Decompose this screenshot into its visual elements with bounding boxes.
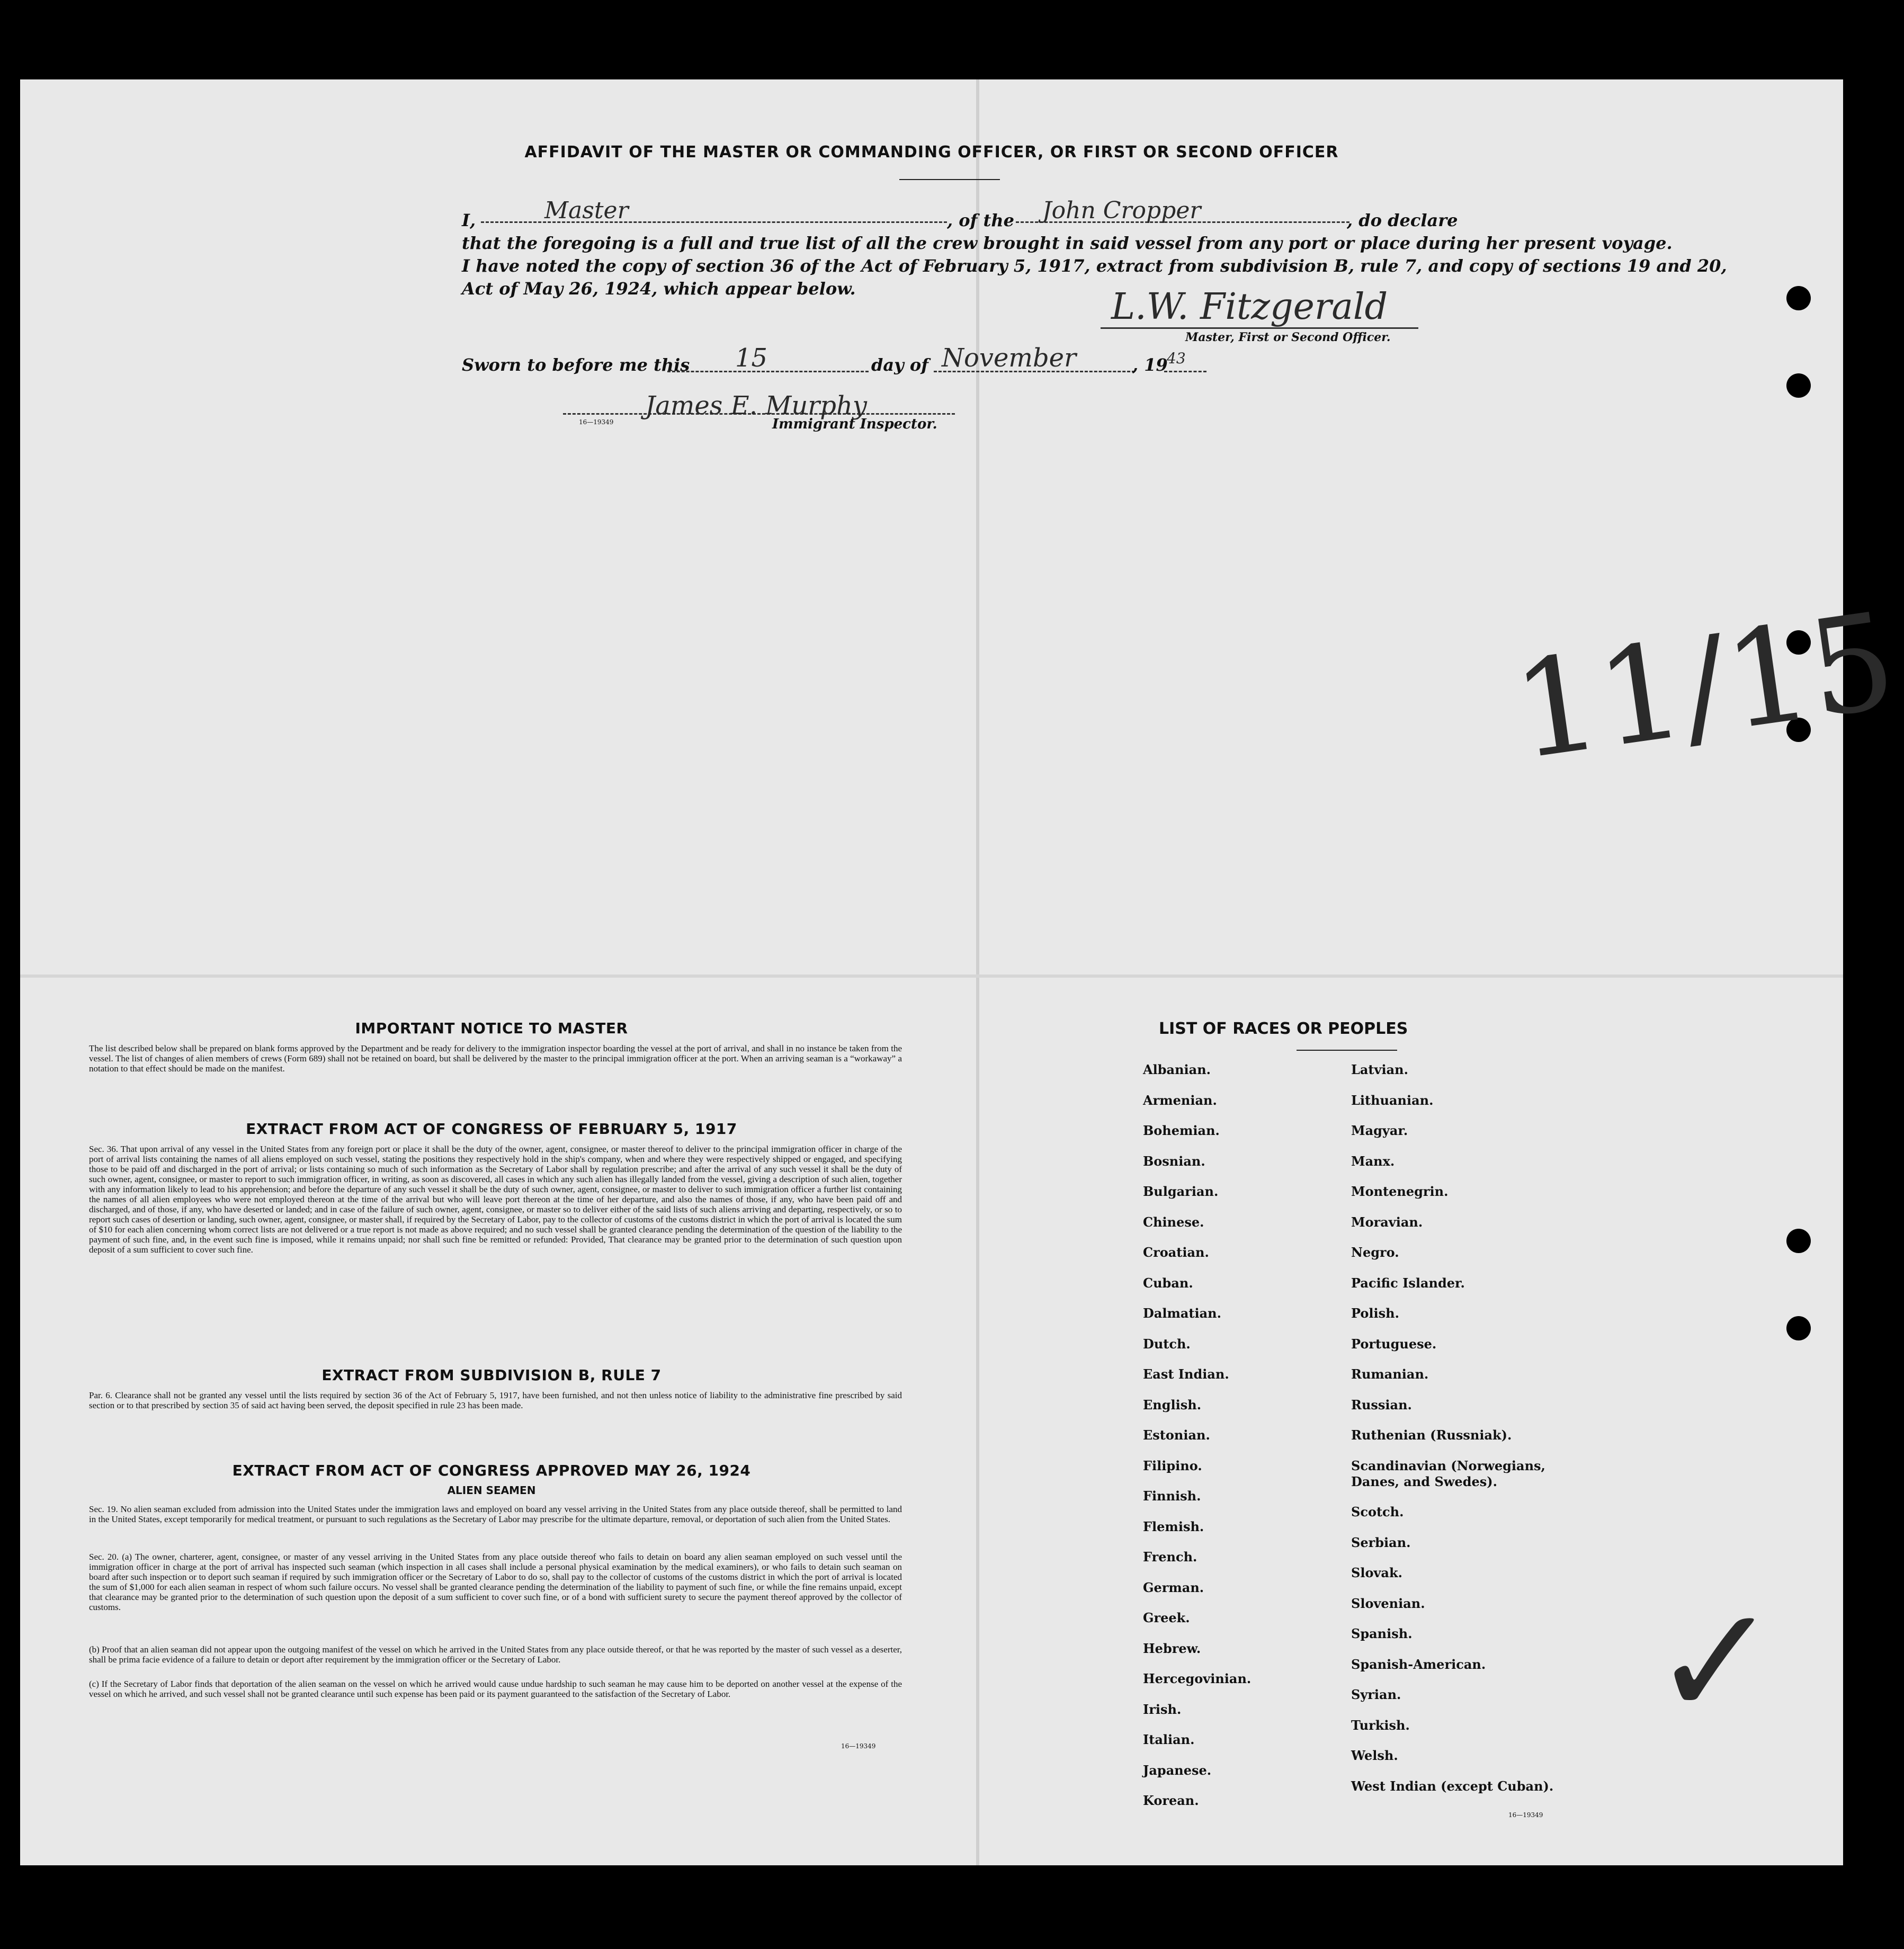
- document-sheet: [20, 79, 1904, 1865]
- race-item: Slovenian.: [1351, 1595, 1425, 1611]
- race-item: Turkish.: [1351, 1717, 1410, 1733]
- year-prefix: , 19: [1132, 355, 1168, 375]
- race-item: Scandinavian (Norwegians,: [1351, 1458, 1545, 1473]
- handwritten-check-mark: ✓: [1651, 1573, 1780, 1751]
- horizontal-fold-crease: [20, 974, 1843, 978]
- day-blank: [667, 371, 869, 372]
- sec-20a-text: Sec. 20. (a) The owner, charterer, agent, consignee, or master of any vessel arriving in the United States from any place outside thereof who fails to detain on board any alien seaman employed on such vessel until the immigration officer in charge at the port of arrival has inspected such seaman (which inspection in all cases shall include a personal physical examination by the medical examiners), or who fails to detain such seaman on board after such inspection or to deport such seaman if required by such immigration officer or the Secretary of Labor to do so, shall pay to the collector of customs of the customs district in which the port of arrival is located the sum of $1,000 for each alien seaman in respect of whom such failure occurs. No vessel shall be granted clearance pending the determination of the liability to payment of such fine, or while the fine remains unpaid, except that clearance may be granted prior to the determination of such question upon the deposit of a sum sufficient to cover such fine, or of a bond with sufficient surety to secure the payment thereof approved by the collector of customs.: [89, 1552, 902, 1612]
- punch-hole: [1786, 1229, 1811, 1253]
- race-item: Serbian.: [1351, 1534, 1411, 1550]
- race-item: Korean.: [1143, 1793, 1199, 1808]
- race-item: Manx.: [1351, 1153, 1395, 1169]
- race-item: Bulgarian.: [1143, 1184, 1219, 1199]
- sec-20c-text: (c) If the Secretary of Labor finds that deportation of the alien seaman on the vessel on which he arrived would cause undue hardship to such seaman he may cause him to be deported on another vessel at the expense of the vessel on which he arrived, and such vessel shall not be granted clearance until such expense has been paid or its payment guaranteed to the satisfaction of the Secretary of Labor.: [89, 1679, 902, 1699]
- race-item: Russian.: [1351, 1397, 1412, 1412]
- race-item: Croatian.: [1143, 1245, 1209, 1260]
- extract-rule-heading: EXTRACT FROM SUBDIVISION B, RULE 7: [321, 1366, 662, 1384]
- affidavit-i: I,: [462, 210, 476, 230]
- handwritten-signature-officer: L.W. Fitzgerald: [1111, 286, 1388, 328]
- affidavit-declare: , do declare: [1347, 210, 1458, 230]
- race-item: Japanese.: [1143, 1762, 1212, 1778]
- handwritten-rank: Master: [544, 197, 629, 224]
- affidavit-line-2: that the foregoing is a full and true list of all the crew brought in said vessel from any port or place during her present voyage.: [462, 233, 1673, 253]
- extract-1917-heading: EXTRACT FROM ACT OF CONGRESS OF FEBRUARY 5, 1917: [246, 1120, 737, 1138]
- affidavit-of-the: , of the: [947, 210, 1014, 230]
- race-item: German.: [1143, 1579, 1204, 1595]
- race-item: Portuguese.: [1351, 1336, 1437, 1352]
- handwritten-year: 43: [1167, 350, 1186, 367]
- notice-heading: IMPORTANT NOTICE TO MASTER: [355, 1020, 628, 1037]
- extract-1924-heading: EXTRACT FROM ACT OF CONGRESS APPROVED MAY 26, 1924: [232, 1462, 751, 1479]
- sec-19-text: Sec. 19. No alien seaman excluded from admission into the United States under the immigration laws and employed on board any vessel arriving in the United States from any place outside thereof, shall be permitted to land in the United States, except temporarily for medical treatment, or pursuant to such regulations as the Secretary of Labor may prescribe for the ultimate departure, removal, or deportation of such alien from the United States.: [89, 1504, 902, 1524]
- extract-1917-text: Sec. 36. That upon arrival of any vessel in the United States from any foreign port or place it shall be the duty of the owner, agent, consignee, or master thereof to deliver to the principal immigration officer in charge of the port of arrival lists containing the names of all aliens employed on such vessel, stating the positions they respectively hold in the ship's company, when and where they were respectively shipped or engaged, and specifying those to be paid off and discharged in the port of arrival; or lists containing so much of such information as the Secretary of Labor shall by regulation prescribe; and after the arrival of any such vessel it shall be the duty of such owner, agent, consignee, or master to report to such immigration officer, in writing, as soon as discovered, all cases in which any such alien has illegally landed from the vessel, giving a description of such alien, together with any information likely to lead to his apprehension; and before the departure of any such vessel it shall be the duty of such owner, agent, consignee, or master to deliver to such immigration officer a further list containing the names of all alien employees who were not employed thereon at the time of the arrival but who will leave port thereon at the time of her departure, and also the names of those, if any, who have been paid off and discharged, and of those, if any, who have deserted or landed; and in case of the failure of such owner, agent, consignee, or master so to deliver either of the said lists of such aliens arriving and departing, respectively, or so to report such cases of desertion or landing, such owner, agent, consignee, or master shall, if required by the Secretary of Labor, pay to the collector of customs of the customs district in which the port of arrival is located the sum of $10 for each alien concerning whom correct lists are not delivered or a true report is not made as above required; and no such vessel shall be granted clearance pending the determination of the question of the liability to the payment of such fine, and, in the event such fine is imposed, while it remains unpaid; nor shall such fine be remitted or refunded: Provided, That clearance may be granted prior to the determination of such question upon deposit of a sum sufficient to cover such fine.: [89, 1144, 902, 1255]
- notice-form-reference: 16—19349: [841, 1742, 876, 1750]
- inspector-label: Immigrant Inspector.: [772, 416, 937, 432]
- form-reference: 16—19349: [579, 418, 614, 426]
- handwritten-date-11-15: 11/15: [1505, 583, 1904, 789]
- race-item: English.: [1143, 1397, 1202, 1412]
- race-item: Welsh.: [1351, 1748, 1398, 1763]
- race-item: Montenegrin.: [1351, 1184, 1449, 1199]
- race-item: Greek.: [1143, 1610, 1190, 1625]
- affidavit-title: AFFIDAVIT OF THE MASTER OR COMMANDING OFFICER, OR FIRST OR SECOND OFFICER: [524, 143, 1339, 162]
- race-item: Dalmatian.: [1143, 1306, 1221, 1321]
- race-item: Polish.: [1351, 1306, 1399, 1321]
- race-item: Lithuanian.: [1351, 1092, 1434, 1108]
- affidavit-line-3: I have noted the copy of section 36 of the Act of February 5, 1917, extract from subdivision B, rule 7, and copy of sections 19 and 20,: [462, 256, 1727, 276]
- race-item: Slovak.: [1351, 1565, 1402, 1580]
- race-item: Armenian.: [1143, 1092, 1217, 1108]
- race-item: Flemish.: [1143, 1518, 1204, 1534]
- race-item: Italian.: [1143, 1732, 1195, 1747]
- race-item: Irish.: [1143, 1701, 1182, 1717]
- race-item: Bohemian.: [1143, 1123, 1220, 1138]
- races-underline: [1297, 1050, 1397, 1051]
- alien-seamen-subheading: ALIEN SEAMEN: [447, 1484, 536, 1497]
- race-item: Pacific Islander.: [1351, 1275, 1465, 1291]
- race-item: Rumanian.: [1351, 1366, 1429, 1382]
- handwritten-month: November: [942, 343, 1077, 373]
- year-blank: [1164, 371, 1206, 372]
- race-item: Filipino.: [1143, 1458, 1202, 1473]
- race-item: Danes, and Swedes).: [1351, 1473, 1497, 1489]
- sec-20b-text: (b) Proof that an alien seaman did not appear upon the outgoing manifest of the vessel on which he arrived in the United States from any place outside thereof, or that he was reported by the master of such vessel as a deserter, shall be prima facie evidence of a failure to detain or deport after requirement by the immigration officer or the Secretary of Labor.: [89, 1644, 902, 1665]
- sworn-prefix: Sworn to before me this: [462, 355, 690, 375]
- race-item: Spanish.: [1351, 1626, 1413, 1641]
- race-item: Hebrew.: [1143, 1640, 1201, 1656]
- race-item: Albanian.: [1143, 1062, 1211, 1077]
- title-underline: [899, 179, 1000, 180]
- race-item: Estonian.: [1143, 1427, 1210, 1443]
- handwritten-inspector-signature: James E. Murphy: [645, 391, 867, 421]
- race-item: Bosnian.: [1143, 1153, 1205, 1169]
- race-item: Spanish-American.: [1351, 1656, 1486, 1672]
- race-item: Cuban.: [1143, 1275, 1193, 1291]
- races-form-reference: 16—19349: [1508, 1811, 1543, 1819]
- handwritten-day: 15: [735, 343, 768, 373]
- day-of-label: day of: [871, 355, 928, 375]
- race-item: Dutch.: [1143, 1336, 1191, 1352]
- race-item: Ruthenian (Russniak).: [1351, 1427, 1512, 1443]
- race-item: Chinese.: [1143, 1214, 1204, 1230]
- officer-label: Master, First or Second Officer.: [1185, 330, 1391, 344]
- punch-hole: [1786, 1316, 1811, 1340]
- extract-rule-text: Par. 6. Clearance shall not be granted any vessel until the lists required by section 36 of the Act of February 5, 1917, have been furnished, and not then unless notice of liability to the administrative fine prescribed by said section or to that prescribed by section 35 of said act having been served, the deposit specified in rule 23 has been made.: [89, 1390, 902, 1410]
- race-item: Finnish.: [1143, 1488, 1201, 1504]
- punch-hole: [1786, 286, 1811, 310]
- race-item: Latvian.: [1351, 1062, 1408, 1077]
- race-item: East Indian.: [1143, 1366, 1229, 1382]
- signature-line: [1101, 327, 1418, 329]
- punch-hole: [1786, 373, 1811, 398]
- race-item: West Indian (except Cuban).: [1351, 1778, 1554, 1794]
- race-item: French.: [1143, 1549, 1197, 1564]
- race-item: Hercegovinian.: [1143, 1671, 1252, 1686]
- race-item: Moravian.: [1351, 1214, 1423, 1230]
- race-item: Magyar.: [1351, 1123, 1408, 1138]
- affidavit-line-4: Act of May 26, 1924, which appear below.: [462, 279, 856, 299]
- races-heading: LIST OF RACES OR PEOPLES: [1159, 1020, 1408, 1038]
- race-item: Scotch.: [1351, 1504, 1404, 1519]
- race-item: Syrian.: [1351, 1687, 1401, 1702]
- notice-text: The list described below shall be prepared on blank forms approved by the Department and be ready for delivery to the immigration inspector boarding the vessel at the port of arrival, and shall in no instance be taken from the vessel. The list of changes of alien members of crews (Form 689) shall not be retained on board, but shall be delivered by the master to the principal immigration officer at the port. When an arriving seaman is a “workaway” a notation to that effect should be made on the manifest.: [89, 1043, 902, 1074]
- handwritten-vessel-name: John Cropper: [1042, 197, 1201, 224]
- race-item: Negro.: [1351, 1245, 1399, 1260]
